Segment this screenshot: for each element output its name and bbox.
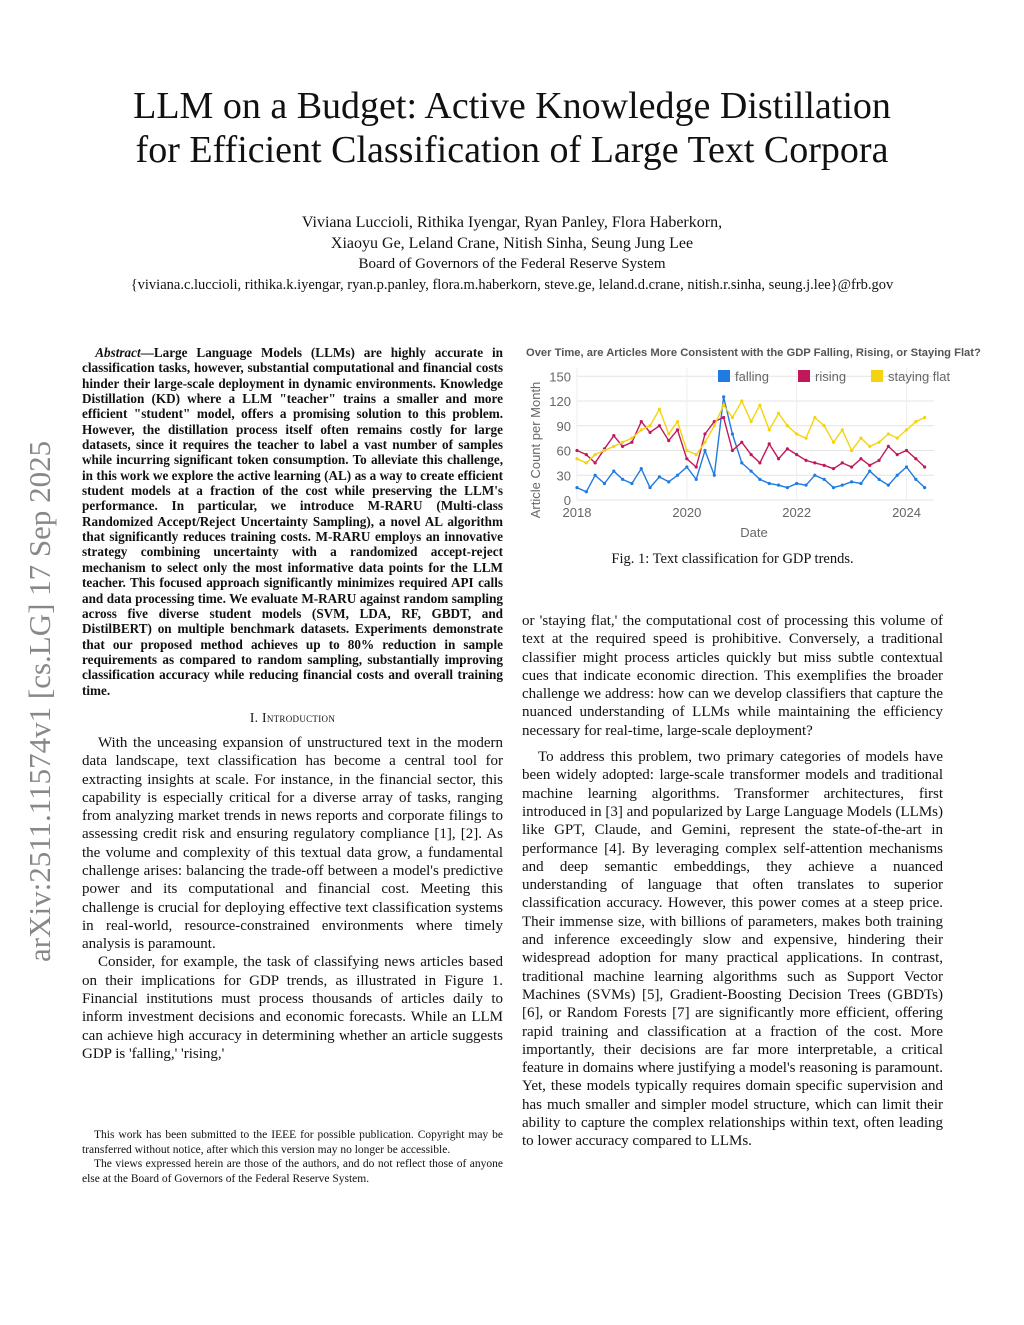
series-point — [585, 453, 588, 456]
intro-paragraph-3: or 'staying flat,' the computational cost of processing this volume of text at the required speed is prohibitive. Conversely, a traditional classifier might process articles quickly but miss subtle contextual cues that indicate economic direction. This exemplifies the broader challenge we address: how can we develop classifiers that capture the nuanced understanding of LLMs while maintaining the efficiency necessary for real-time, large-scale deployment? — [522, 613, 943, 739]
series-point — [685, 457, 688, 460]
right-column — [522, 612, 943, 1151]
series-point — [658, 424, 661, 427]
series-point — [612, 445, 615, 448]
series-point — [795, 453, 798, 456]
series-point — [859, 437, 862, 440]
chart-title: Over Time, are Articles More Consistent with the GDP Falling, Rising, or Staying Flat? — [526, 347, 981, 359]
series-point — [786, 447, 789, 450]
intro-paragraph-4: To address this problem, two primary categories of models have been widely adopted: large-scale transformer models and traditional machine learning algorithms. Transformer architectures, first introduced in [3] and popularized by Large Language Models (LLMs) like GPT, Claude, and Gemini, represent the state-of-the-art in performance [4]. By leveraging complex self-attention mechanisms and deep semantic embeddings, they achieve a nuanced understanding of language that often translates to superior classification accuracy. However, this power comes at a steep price. Their immense size, with billions of parameters, makes both training and inference exceedingly slow and expensive, hindering their widespread adoption for many practical applications. In contrast, traditional machine learning algorithms such as Support Vector Machines (SVMs) [5], Gradient-Boosting Decision Trees (GBDTs) [6], or Random Forests [7] are significantly more efficient, offering rapid training and classification at a fraction of the cost. More importantly, their decisions are far more interpretable, a critical feature in domains where justifying a model's reasoning is paramount. Yet, these models typically requires domain specific supervision and has much smaller and simpler model structure, which can limit their ability to capture the complex relationships within text, often leading to lower accuracy compared to LLMs. — [522, 749, 943, 1150]
series-point — [648, 486, 651, 489]
series-point — [731, 432, 734, 435]
series-point — [887, 432, 890, 435]
y-tick-label: 60 — [556, 443, 571, 459]
series-point — [905, 465, 908, 468]
series-point — [695, 453, 698, 456]
series-point — [676, 428, 679, 431]
series-line-rising — [577, 418, 925, 469]
intro-paragraph-2: Consider, for example, the task of classifying news articles based on their implications for GDP trends, as illustrated in Figure 1. Financial institutions must process thousands of articles daily to inform investment decisions and economic forecasts. While an LLM can achieve high accuracy in determining whether an article suggests GDP is 'falling,' 'rising,' — [82, 954, 503, 1062]
series-point — [914, 478, 917, 481]
series-point — [813, 416, 816, 419]
series-point — [640, 428, 643, 431]
series-point — [813, 474, 816, 477]
series-point — [630, 441, 633, 444]
series-point — [823, 464, 826, 467]
series-point — [750, 420, 753, 423]
series-point — [877, 459, 880, 462]
x-tick-label: 2018 — [562, 505, 592, 520]
series-point — [832, 467, 835, 470]
y-axis-ticks — [549, 369, 571, 508]
abstract — [82, 345, 503, 698]
series-point — [859, 482, 862, 485]
x-tick-label: 2020 — [672, 505, 702, 520]
series-point — [823, 424, 826, 427]
legend-swatch — [798, 370, 810, 382]
series-point — [703, 441, 706, 444]
series-point — [722, 395, 725, 398]
footnote-ieee: This work has been submitted to the IEEE for possible publication. Copyright may be transferred without notice, after which this version may no longer be accessible. — [82, 1129, 503, 1156]
y-tick-label: 30 — [556, 468, 571, 484]
title-line-2: for Efficient Classification of Large Text Corpora — [135, 129, 889, 171]
series-point — [740, 461, 743, 464]
y-tick-label: 90 — [556, 418, 571, 434]
series-point — [575, 457, 578, 460]
series-point — [722, 404, 725, 407]
series-point — [813, 461, 816, 464]
series-point — [850, 449, 853, 452]
series-point — [594, 461, 597, 464]
series-point — [868, 470, 871, 473]
y-tick-label: 0 — [563, 493, 571, 508]
y-tick-label: 150 — [549, 369, 571, 385]
footnotes — [82, 1128, 503, 1186]
abstract-text: —Large Language Models (LLMs) are highly accurate in classification tasks, however, substantial computational and financial costs hinder their large-scale deployment in dynamic environments. Knowledge Distillation (KD) where a LLM "teacher" trains a smaller and more efficient "student" model, offers a promising solution to this problem. However, the distillation process itself often remains costly for large datasets, since it requires the teacher to label a vast number of samples while incurring significant token consumption. To alleviate this challenge, in this work we explore the active learning (AL) as a way to create efficient student models at a fraction of the cost while preserving the LLM's performance. In particular, we introduce M-RARU (Multi-class Randomized Accept/Reject Uncertainty Sampling), a novel AL algorithm that significantly reduces training costs. M-RARU employs an innovative strategy combining uncertainty with a randomized accept-reject mechanism to select only the most informative data points for the LLM teacher. This focused approach significantly minimizes required API calls and data processing time. We evaluate M-RARU against random sampling across five diverse student models (SVM, LDA, RF, GBDT, and DistilBERT) on multiple benchmark datasets. Experiments demonstrate that our proposed method achieves up to 80% reduction in sample requirements as compared to random sampling, substantially improving classification accuracy while reducing financial costs and overall training time. — [82, 345, 503, 698]
series-point — [621, 478, 624, 481]
series-point — [823, 478, 826, 481]
section-number: I. — [249, 709, 263, 725]
series-point — [640, 420, 643, 423]
series-point — [923, 465, 926, 468]
intro-paragraph-1: With the unceasing expansion of unstructured text in the modern data landscape, text classification has become a central tool for extracting insights at scale. For instance, in the financial sector, this capability is especially critical for a diverse array of tasks, ranging from analyzing market trends in news reports and corporate filings to assessing credit risk and ensuring regulatory compliance [1], [2]. As the volume and complexity of this textual data grow, a fundamental challenge arises: balancing the trade-off between a model's predictive power and its computational and financial cost. Meeting this challenge is crucial for deploying effective text classification systems in real-world, resource-constrained environments where timely analysis is paramount. — [82, 734, 503, 953]
y-axis-label: Article Count per Month — [528, 381, 543, 519]
series-point — [877, 478, 880, 481]
series-point — [777, 484, 780, 487]
series-point — [768, 442, 771, 445]
series-point — [923, 416, 926, 419]
series-point — [621, 441, 624, 444]
legend-label: falling — [735, 369, 769, 384]
series-point — [768, 428, 771, 431]
series-point — [896, 474, 899, 477]
section-title: Introduction — [262, 709, 336, 725]
figure-caption: Fig. 1: Text classification for GDP trends. — [611, 551, 854, 567]
series-point — [703, 432, 706, 435]
x-axis-label: Date — [740, 525, 768, 540]
series-point — [832, 441, 835, 444]
author-block — [60, 212, 964, 296]
series-point — [603, 449, 606, 452]
author-emails: {viviana.c.luccioli, rithika.k.iyengar, ryan.p.panley, flora.m.haberkorn, steve.ge, leland.d.crane, nitish.r.sinha, seung.j.lee}@frb.gov — [130, 277, 894, 293]
series-point — [740, 441, 743, 444]
series-point — [868, 464, 871, 467]
series-point — [887, 445, 890, 448]
series-point — [667, 439, 670, 442]
legend-swatch — [718, 370, 730, 382]
series-point — [859, 457, 862, 460]
y-tick-label: 120 — [549, 394, 571, 409]
series-point — [695, 465, 698, 468]
series-point — [768, 482, 771, 485]
series-point — [777, 457, 780, 460]
series-point — [750, 470, 753, 473]
chart-series — [575, 395, 926, 493]
series-point — [667, 480, 670, 483]
series-point — [603, 482, 606, 485]
series-line-falling — [577, 397, 925, 492]
legend-label: rising — [815, 369, 847, 384]
series-point — [685, 465, 688, 468]
series-point — [667, 432, 670, 435]
series-point — [923, 486, 926, 489]
series-point — [575, 449, 578, 452]
chart-legend — [718, 369, 951, 384]
series-point — [750, 453, 753, 456]
series-point — [695, 478, 698, 481]
series-point — [905, 428, 908, 431]
series-point — [914, 420, 917, 423]
series-point — [777, 412, 780, 415]
authors-line-1: Viviana Luccioli, Rithika Iyengar, Ryan Panley, Flora Haberkorn, — [301, 214, 723, 231]
series-point — [832, 486, 835, 489]
series-point — [621, 445, 624, 448]
authors-line-2: Xiaoyu Ge, Leland Crane, Nitish Sinha, Seung Jung Lee — [330, 235, 694, 252]
series-point — [703, 449, 706, 452]
paper-title — [80, 84, 944, 172]
series-point — [786, 486, 789, 489]
series-point — [758, 404, 761, 407]
series-point — [585, 490, 588, 493]
series-point — [648, 424, 651, 427]
series-point — [795, 482, 798, 485]
series-point — [841, 428, 844, 431]
series-point — [841, 484, 844, 487]
series-point — [612, 470, 615, 473]
series-point — [905, 449, 908, 452]
series-point — [804, 484, 807, 487]
x-axis-ticks — [563, 505, 921, 520]
section-heading-introduction — [82, 710, 503, 726]
series-point — [795, 432, 798, 435]
series-point — [713, 474, 716, 477]
series-point — [850, 480, 853, 483]
series-point — [594, 474, 597, 477]
series-point — [786, 424, 789, 427]
title-line-1: LLM on a Budget: Active Knowledge Distillation — [133, 85, 891, 127]
series-point — [676, 420, 679, 423]
x-tick-label: 2022 — [782, 505, 812, 520]
series-point — [722, 416, 725, 419]
series-point — [685, 449, 688, 452]
arxiv-stamp — [10, 372, 62, 962]
series-point — [658, 475, 661, 478]
footnote-disclaimer: The views expressed herein are those of the authors, and do not reflect those of anyone else at the Board of Governors of the Federal Reserve System. — [82, 1158, 503, 1185]
series-point — [841, 461, 844, 464]
series-point — [630, 482, 633, 485]
arxiv-stamp-text: arXiv:2511.11574v1 [cs.LG] 17 Sep 2025 — [22, 440, 57, 962]
series-point — [887, 484, 890, 487]
series-point — [648, 431, 651, 434]
series-point — [877, 441, 880, 444]
series-point — [758, 478, 761, 481]
x-tick-label: 2024 — [892, 505, 921, 520]
series-point — [676, 474, 679, 477]
series-point — [731, 416, 734, 419]
series-point — [585, 461, 588, 464]
affiliation: Board of Governors of the Federal Reserve System — [358, 256, 666, 272]
series-point — [896, 437, 899, 440]
series-point — [740, 399, 743, 402]
series-point — [731, 449, 734, 452]
series-point — [758, 461, 761, 464]
abstract-label: Abstract — [95, 345, 141, 360]
series-point — [850, 465, 853, 468]
series-point — [640, 467, 643, 470]
series-point — [575, 486, 578, 489]
legend-label: staying flat — [888, 369, 951, 384]
series-point — [896, 453, 899, 456]
series-point — [630, 437, 633, 440]
series-point — [594, 453, 597, 456]
left-column — [82, 345, 503, 1063]
series-point — [914, 457, 917, 460]
series-point — [804, 459, 807, 462]
gdp-trend-chart — [522, 340, 981, 540]
series-point — [868, 445, 871, 448]
series-point — [713, 424, 716, 427]
legend-swatch — [871, 370, 883, 382]
series-point — [804, 437, 807, 440]
series-point — [658, 408, 661, 411]
series-point — [612, 434, 615, 437]
